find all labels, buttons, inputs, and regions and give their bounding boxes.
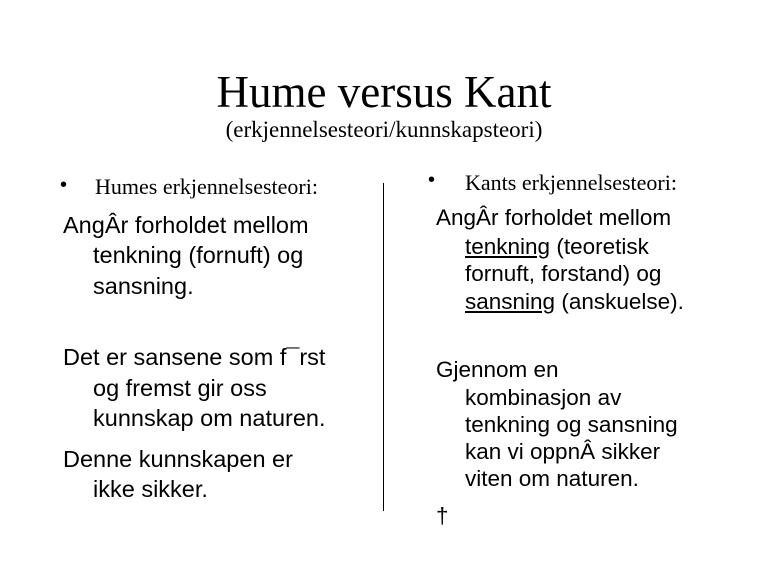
left-line: tenkning (fornuft) og [93,242,304,268]
right-line-text: (teoretisk [550,234,649,259]
left-line: AngÂr forholdet mellom [63,212,309,238]
underlined-term: tenkning [465,234,551,259]
slide-title: Hume versus Kant [216,67,552,117]
left-line: sansning. [93,273,194,299]
right-line: AngÂr forholdet mellom [436,205,672,230]
bullet-icon: • [60,174,68,196]
right-line: Gjennom en [436,357,559,382]
underlined-term: sansning [465,289,556,314]
slide-subtitle: (erkjennelsesteori/kunnskapsteori) [225,117,543,142]
right-line: tenkning og sansning [465,412,678,437]
left-line: ikke sikker. [93,476,208,502]
right-line [465,291,684,314]
right-line: kan vi oppnÂ sikker [465,439,661,464]
left-heading: Humes erkjennelsesteori: [95,174,318,199]
left-line: Denne kunnskapen er [63,446,293,472]
right-line-text: (anskuelse). [555,289,684,314]
right-line: fornuft, forstand) og [465,261,662,286]
right-line [465,236,649,259]
left-line: og fremst gir oss [93,375,267,401]
right-line: viten om naturen. [465,466,639,491]
dagger-symbol: † [436,503,449,528]
left-line: Det er sansene som f¯rst [63,344,326,370]
right-heading: Kants erkjennelsesteori: [465,170,677,195]
left-line: kunnskap om naturen. [93,405,326,431]
right-line: kombinasjon av [465,385,622,410]
bullet-icon: • [428,169,436,191]
column-divider [383,183,384,511]
